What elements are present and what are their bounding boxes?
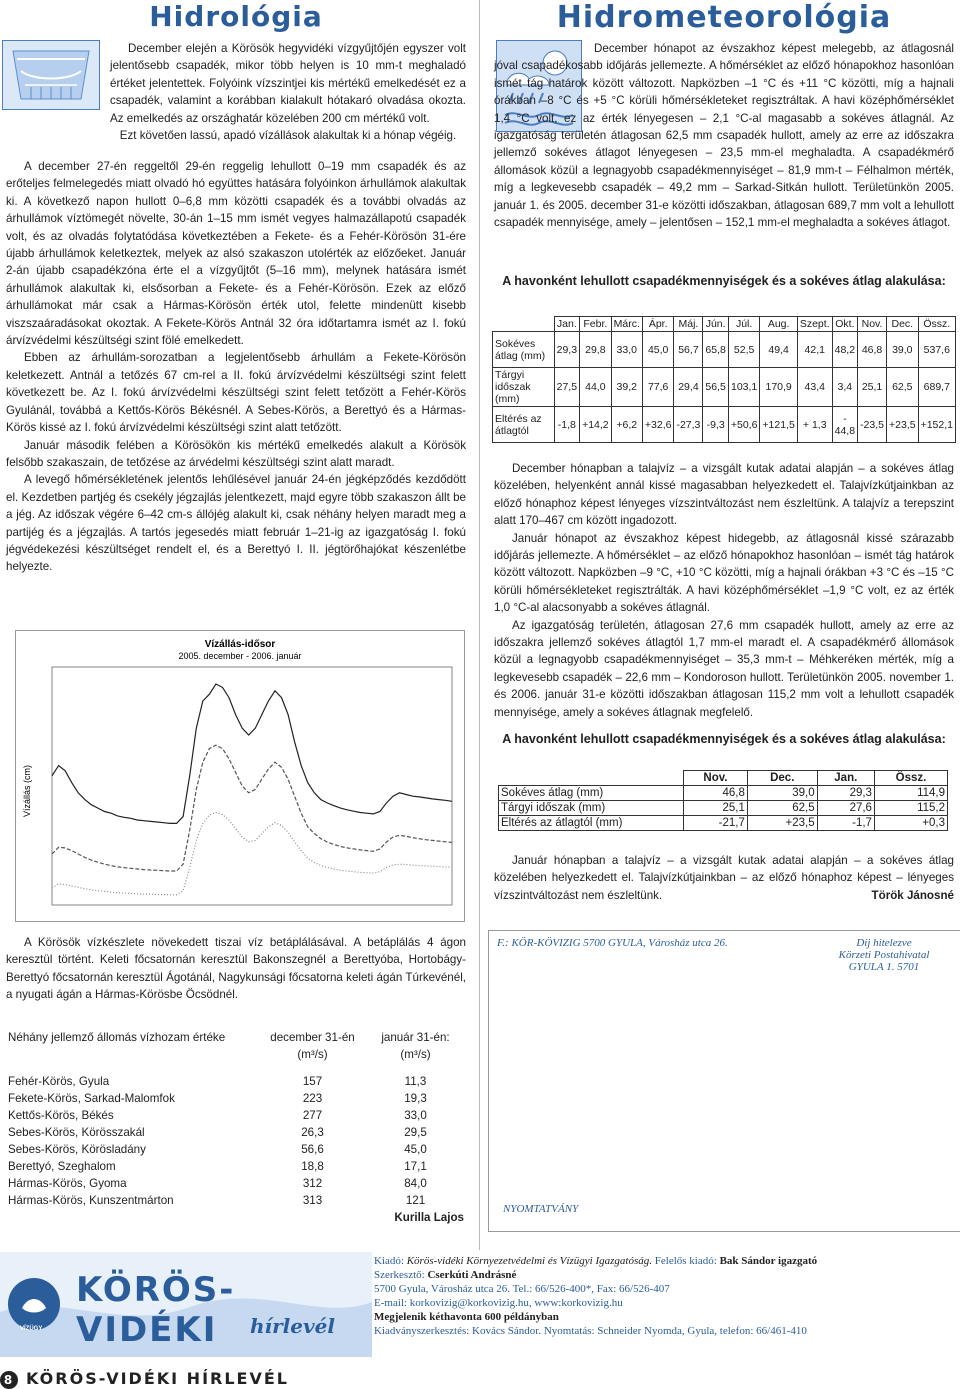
cell: 25,1	[684, 801, 748, 816]
col-header: Dec.	[747, 771, 817, 786]
cell: +6,2	[611, 407, 642, 443]
table-row	[493, 332, 956, 368]
chart-series-line-3	[52, 813, 452, 895]
cell: 77,6	[642, 368, 674, 407]
cell: 115,2	[874, 801, 947, 816]
col-header: Szept.	[797, 317, 832, 332]
flow-unit-dec: (m³/s)	[297, 1048, 328, 1061]
col-header: Máj.	[674, 317, 703, 332]
col-header: Júl.	[728, 317, 760, 332]
body-paragraph: A december 27-én reggeltől 29-én reggelig lehullott 0–19 mm csapadék és az erőteljes felmelegedés miatt olvadó hó együttes hatására folyóinkon árhullámok alakultak ki. A következő napon hullott 0–6,8 mm közötti csapadék és a további olvadás az árhullámok víztömegét növelte, 30-án 1–15 mm ismét vegyes halmazállapotú csapadék volt, és az olvadás folytatódása következtében a Fekete- és a Fehér-Körösön 31-ére újabb árhullámok keletkeztek, melyek az alsó szakaszon utolérték az előzőeket. Január 2-án újabb csapadékzóna érte el a vízgyűjtőt (5–16 mm), melynek hatására ismét árhullámok alakultak ki, elsősorban a Fekete- és a Fehér-Körösön. Ezek az előző árhullámokat már csak a Hármas-Körösön érték utol, felette mindenütt kisebb viszszaáradásokat okoztak. A Fekete-Körös Antnál 32 óra időtartamra ismét az I. fokú árvízvédelmi készültségi szint fölé emelkedett.	[6, 160, 466, 348]
cell: -23,5	[858, 407, 887, 443]
page-footer	[0, 1369, 289, 1389]
col-header: Febr.	[580, 317, 612, 332]
table-row	[8, 1091, 464, 1106]
hidrologia-title: Hidrológia	[149, 0, 323, 33]
row-label: Eltérés az átlagtól	[493, 407, 555, 443]
postage-info	[819, 937, 949, 973]
chart-series-group	[52, 684, 452, 895]
jan-value: 17,1	[404, 1160, 427, 1173]
body-paragraph: Az igazgatóság területén, átlagosan 27,6 mm csapadék hullott, amely az erre az időszakra jellemző sokéves átlagtól 1,7 mm-el maradt el. A csapadékmérő állomások közül a legnagyobb csapadékmennyiséget – 35,3 mm-t – Méhkeréken mérték, míg a legkevesebb csapadék – 22,6 mm – Kondoroson hullott. Területünkön 2005. november 1. és 2006. január 31-e közötti időszakban átlagosan 115,2 mm volt a lehullott csapadék mennyisége, amely a sokéves átlagnak megfelelő.	[494, 618, 954, 719]
szerk-label: Szerkesztő:	[374, 1269, 425, 1281]
table-row	[499, 786, 948, 801]
cell: - 44,8	[832, 407, 857, 443]
cell: 62,5	[747, 801, 817, 816]
cell: 27,5	[554, 368, 579, 407]
cell: 689,7	[918, 368, 955, 407]
flow-unit-jan: (m³/s)	[400, 1048, 431, 1061]
cell: 3,4	[832, 368, 857, 407]
cell: 56,5	[703, 368, 728, 407]
flow-table-unit-row	[8, 1047, 464, 1062]
dec-value: 157	[302, 1075, 323, 1088]
jan-value: 19,3	[404, 1092, 427, 1105]
intro-paragraph-2: Ezt követően lassú, apadó vízállások alakultak ki a hónap végéig.	[119, 129, 457, 143]
cell: 29,3	[817, 786, 874, 801]
szerk-value: Cserkúti Andrásné	[427, 1269, 517, 1281]
col-header: Ápr.	[642, 317, 674, 332]
dec-value: 223	[302, 1092, 323, 1105]
cell: 46,8	[858, 332, 887, 368]
page-number: 8	[0, 1371, 18, 1389]
station-name: Sebes-Körös, Körösladány	[8, 1143, 146, 1156]
chart-subtitle: 2005. december - 2006. január	[178, 651, 302, 661]
cell: 103,1	[728, 368, 760, 407]
row-label: Eltérés az átlagtól (mm)	[499, 816, 684, 831]
cell: 49,4	[760, 332, 797, 368]
postage-line: Díj hitelezve	[856, 937, 912, 949]
intro-paragraph: December elején a Körösök hegyvidéki vízgyűjtőjén egyszer volt jelentősebb csapadék, mikor több helyen is 10 mm-t meghaladó értéket jelentettek. Folyóink vízszintjei kis mértékű emelkedését ez a csapadék, valamint a korábban kialakult hótakaró olvadása okozta. Az emelkedés az országhatár közelében 200 cm mértékű volt.	[110, 42, 466, 125]
cell: 29,4	[674, 368, 703, 407]
cell: 62,5	[887, 368, 919, 407]
chart-title: Vízállás-idősor	[204, 639, 276, 650]
cell: 52,5	[728, 332, 760, 368]
water-level-chart	[15, 630, 465, 922]
table-row	[493, 407, 956, 443]
col-header: Össz.	[874, 771, 947, 786]
publication-name: KÖRÖS-VIDÉKI HÍRLEVÉL	[26, 1369, 289, 1388]
body-paragraph: A levegő hőmérsékletének jelentős lehűlésével január 24-én jégképződés kezdődött el. Kezdetben partjég és csekély jégzajlás jelentkezett, majd egyre több szakaszon állt be a jég. Az időszak végére 6–42 cm-s állójég alakult ki, csak néhány helyen maradt meg a partijég és a jégzajlás. A tartós jegesedés miatt február 1–21-ig az igazgatóság I. fokú jégvédekezési készültséget rendelt el, és a Berettyó I. II. jégtörőhajókat készenlétbe helyezte.	[6, 473, 466, 574]
hidrologia-intro	[110, 40, 466, 144]
felelos-value: Bak Sándor igazgató	[719, 1255, 818, 1267]
cell: 114,9	[874, 786, 947, 801]
precipitation-table-period	[498, 770, 948, 831]
kiado-label: Kiadó:	[374, 1255, 404, 1267]
jan-value: 11,3	[404, 1075, 427, 1088]
table2-title: A havonként lehullott csapadékmennyiségek és a sokéves átlag alakulása:	[502, 732, 946, 746]
table-row	[8, 1125, 464, 1140]
col-header: Össz.	[918, 317, 955, 332]
col-header: Okt.	[832, 317, 857, 332]
flow-table	[6, 1028, 466, 1227]
postal-address: 5700 Gyula, Városház utca 26. Tel.: 66/526-400*, Fax: 66/526-407	[374, 1283, 670, 1295]
felelos-label: Felelős kiadó:	[654, 1255, 717, 1267]
cell: 170,9	[760, 368, 797, 407]
station-name: Hármas-Körös, Gyoma	[8, 1177, 127, 1190]
cell: 39,0	[887, 332, 919, 368]
flow-table-header	[8, 1030, 464, 1045]
jan-value: 29,5	[404, 1126, 427, 1139]
station-name: Fekete-Körös, Sarkad-Malomfok	[8, 1092, 175, 1105]
hidrologia-body	[6, 158, 466, 576]
col-header: Dec.	[887, 317, 919, 332]
cell: 45,0	[642, 332, 674, 368]
cell: +0,3	[874, 816, 947, 831]
station-name: Sebes-Körös, Körösszakál	[8, 1126, 145, 1139]
col-header: Márc.	[611, 317, 642, 332]
precipitation-table-annual	[492, 316, 956, 443]
table-row	[499, 816, 948, 831]
jan-value: 121	[405, 1194, 426, 1207]
cell: 42,1	[797, 332, 832, 368]
cell: +14,2	[580, 407, 612, 443]
cell: + 1,3	[797, 407, 832, 443]
table-row	[499, 801, 948, 816]
dec-value: 313	[302, 1194, 323, 1207]
sender-address: F.: KÖR-KÖVIZIG 5700 GYULA, Városház utca 26.	[497, 937, 728, 949]
cell: +50,6	[728, 407, 760, 443]
cell: 43,4	[797, 368, 832, 407]
table-row	[8, 1074, 464, 1089]
cell: 39,0	[747, 786, 817, 801]
table-header-row	[493, 317, 956, 332]
cell: +23,5	[747, 816, 817, 831]
row-label: Sokéves átlag (mm)	[493, 332, 555, 368]
cell: 48,2	[832, 332, 857, 368]
chart-series-line-1	[52, 684, 452, 823]
postal-address-box	[488, 930, 960, 1232]
row-label: Tárgyi időszak (mm)	[493, 368, 555, 407]
cell: +23,5	[887, 407, 919, 443]
newsletter-logo	[0, 1252, 372, 1357]
author-signature: Kurilla Lajos	[394, 1211, 464, 1224]
logo-main-text: KÖRÖS-VIDÉKI	[76, 1270, 236, 1350]
cell: -9,3	[703, 407, 728, 443]
chart-svg	[16, 631, 464, 921]
body-paragraph: A Körösök vízkészlete növekedett tiszai víz betáplálásával. A betáplálás 4 ágon keresztül történt. Keleti főcsatornán keresztül Bakonszegnél a Berettyóba, Hortobágy-Berettyó főcsatornán keresztül Ágotánál, Nagykunsági főcsatorna keleti ágán Túrkevénél, a nyugati ágán a Hármas-Körösbe Öcsödnél.	[6, 936, 466, 1002]
cell: +152,1	[918, 407, 955, 443]
table-row	[8, 1176, 464, 1191]
flow-header-dec: december 31-én	[270, 1031, 355, 1044]
cell: -21,7	[684, 816, 748, 831]
jan-value: 33,0	[404, 1109, 427, 1122]
cell: 56,7	[674, 332, 703, 368]
hidrometeorologia-intro	[494, 40, 954, 231]
cell: -1,8	[554, 407, 579, 443]
nyomtatvany-label: NYOMTATVÁNY	[503, 1203, 579, 1215]
flow-header-station: Néhány jellemző állomás vízhozam értéke	[8, 1031, 226, 1044]
cell: +32,6	[642, 407, 674, 443]
imprint	[374, 1254, 960, 1338]
body-paragraph: December hónapban a talajvíz – a vizsgált kutak adatai alapján – a sokéves átlag közelében, helyenként annál kissé magasabban helyezkedett el. Talajvízkútjainkban az előző hónaphoz képest lényeges vízszintváltozást nem észleltünk. A talajvíz a terepszint alatt 170–467 cm között ingadozott.	[494, 462, 954, 528]
table-header-row	[499, 771, 948, 786]
body-paragraph: Január hónapban a talajvíz – a vizsgált kutak adatai alapján – a sokéves átlag közelében helyezkedett el. Talajvízkútjainkban – az előző hónaphoz képest – lényeges vízszintváltozást nem észleltünk.	[494, 854, 954, 902]
table-row	[8, 1142, 464, 1157]
table-row	[8, 1108, 464, 1123]
row-label: Tárgyi időszak (mm)	[499, 801, 684, 816]
table-row	[8, 1193, 464, 1208]
dec-value: 18,8	[301, 1160, 324, 1173]
col-header: Aug.	[760, 317, 797, 332]
cell: 44,0	[580, 368, 612, 407]
body-paragraph: December hónapot az évszakhoz képest melegebb, az átlagosnál jóval csapadékosabb időjárás jellemezte. A hőmérséklet az előző hónapokhoz hasonlóan ismét tág határok között változott. Napközben –1 °C és +11 °C közötti, míg a hajnali órákban –8 °C és +5 °C körüli hőmérsékleteket regisztráltak. A havi középhőmérséklet 1,4 °C volt, ez az érték lényegesen – 2,1 °C-al magasabb a sokéves átlagnál. Az igazgatóság területén átlagosan 62,5 mm csapadék hullott, amely az erre az időszakra jellemző sokéves átlagot lényegesen – 23,5 mm-el meghaladta. A csapadékmérő állomások közül a legnagyobb csapadékmennyiséget – 81,9 mm-t – Félhalmon mérték, míg a legkevesebb csapadék – 49,2 mm – Sarkad-Sitkán hullott. Területünkön 2005. január 1. és 2005. december 31-e közötti időszakban, átlagosan 689,7 mm volt a lehullott csapadék mennyisége, amely – jelentősen – 152,1 mm-el meghaladta a sokéves átlagot.	[494, 42, 954, 230]
jan-value: 45,0	[404, 1143, 427, 1156]
table-row	[493, 368, 956, 407]
postage-line: Körzeti Postahivatal	[838, 949, 930, 961]
kiado-value: Körös-vidéki Környezetvédelmi és Vízügyi Igazgatóság.	[406, 1255, 653, 1267]
postage-line: GYULA 1. 5701	[848, 961, 920, 973]
dec-value: 56,6	[301, 1143, 324, 1156]
station-name: Kettős-Körös, Békés	[8, 1109, 114, 1122]
cell: 46,8	[684, 786, 748, 801]
email-line: E-mail: korkovizig@korkovizig.hu, www:korkovizig.hu	[374, 1297, 623, 1309]
col-header: Jan.	[554, 317, 579, 332]
cell: 39,2	[611, 368, 642, 407]
row-label: Sokéves átlag (mm)	[499, 786, 684, 801]
body-paragraph: Ebben az árhullám-sorozatban a legjelentősebb árhullám a Fekete-Körösön keletkezett. Antnál a tetőzés 67 cm-rel a II. fokú árvízvédelmi készültségi szint felett következett be. Az I. fokú árvízvédelmi készültségi szint felett tetőzött a Fehér-Körös Gyulánál, továbbá a Kettős-Körös Békésnél. A Sebes-Körös, a Berettyó és a Hármas-Körös kissé az I. fokú árvízvédelmi készültségi szint alatt tetőzött.	[6, 351, 466, 435]
publication-frequency: Megjelenik kéthavonta 600 példányban	[374, 1311, 559, 1323]
logo-vizugy: VÍZÜGY	[20, 1326, 43, 1332]
column-divider	[479, 0, 480, 1250]
flow-header-jan: január 31-én:	[381, 1031, 450, 1044]
production-credits: Kiadványszerkesztés: Kovács Sándor. Nyomtatás: Schneider Nyomda, Gyula, telefon: 66/461-410	[374, 1325, 807, 1337]
body-paragraph: Január hónapot az évszakhoz képest hidegebb, az átlagosnál kissé szárazabb időjárás jellemezte. A hőmérséklet – az előző hónapokhoz hasonlóan – ismét tág határok között változott. Napközben –9 °C, +10 °C közötti, míg a hajnali órákban +3 °C és –15 °C körüli hőmérsékleteket regisztrálták. A havi középhőmérséklet –1,9 °C volt, ez az érték 1,0 °C-al alacsonyabb a sokéves átlagnál.	[494, 531, 954, 615]
paragraph-after-chart	[6, 934, 466, 1004]
dec-value: 26,3	[301, 1126, 324, 1139]
cell: 29,3	[554, 332, 579, 368]
cell: 25,1	[858, 368, 887, 407]
cell: 29,8	[580, 332, 612, 368]
jan-value: 84,0	[404, 1177, 427, 1190]
cell: 537,6	[918, 332, 955, 368]
dec-value: 312	[302, 1177, 323, 1190]
chart-plot-area	[52, 667, 452, 905]
cell: 33,0	[611, 332, 642, 368]
dam-illustration-icon	[2, 40, 100, 110]
hidrometeorologia-title: Hidrometeorológia	[556, 0, 892, 35]
dec-value: 277	[302, 1109, 323, 1122]
cell: -27,3	[674, 407, 703, 443]
table-row	[8, 1159, 464, 1174]
station-name: Berettyó, Szeghalom	[8, 1160, 116, 1173]
cell: +121,5	[760, 407, 797, 443]
cell: 65,8	[703, 332, 728, 368]
station-name: Hármas-Körös, Kunszentmárton	[8, 1194, 174, 1207]
author-signature: Török Jánosné	[871, 889, 954, 903]
hidrometeorologia-closing	[494, 852, 954, 905]
col-header: Nov.	[684, 771, 748, 786]
logo-sub-text: hírlevél	[250, 1314, 335, 1338]
col-header: Nov.	[858, 317, 887, 332]
cell: -1,7	[817, 816, 874, 831]
station-name: Fehér-Körös, Gyula	[8, 1075, 110, 1088]
chart-series-line-2	[52, 745, 452, 871]
hidrometeorologia-body	[494, 460, 954, 721]
chart-ylabel: Vízállás (cm)	[22, 764, 32, 818]
col-header: Jún.	[703, 317, 728, 332]
cell: 27,6	[817, 801, 874, 816]
col-header: Jan.	[817, 771, 874, 786]
body-paragraph: Január második felében a Körösökön kis mértékű emelkedés alakult a Körösök felsőbb szakaszain, de tetőzése az árvédelmi készültségi szint alatt maradt.	[6, 438, 466, 469]
table1-title: A havonként lehullott csapadékmennyiségek és a sokéves átlag alakulása:	[502, 274, 946, 288]
